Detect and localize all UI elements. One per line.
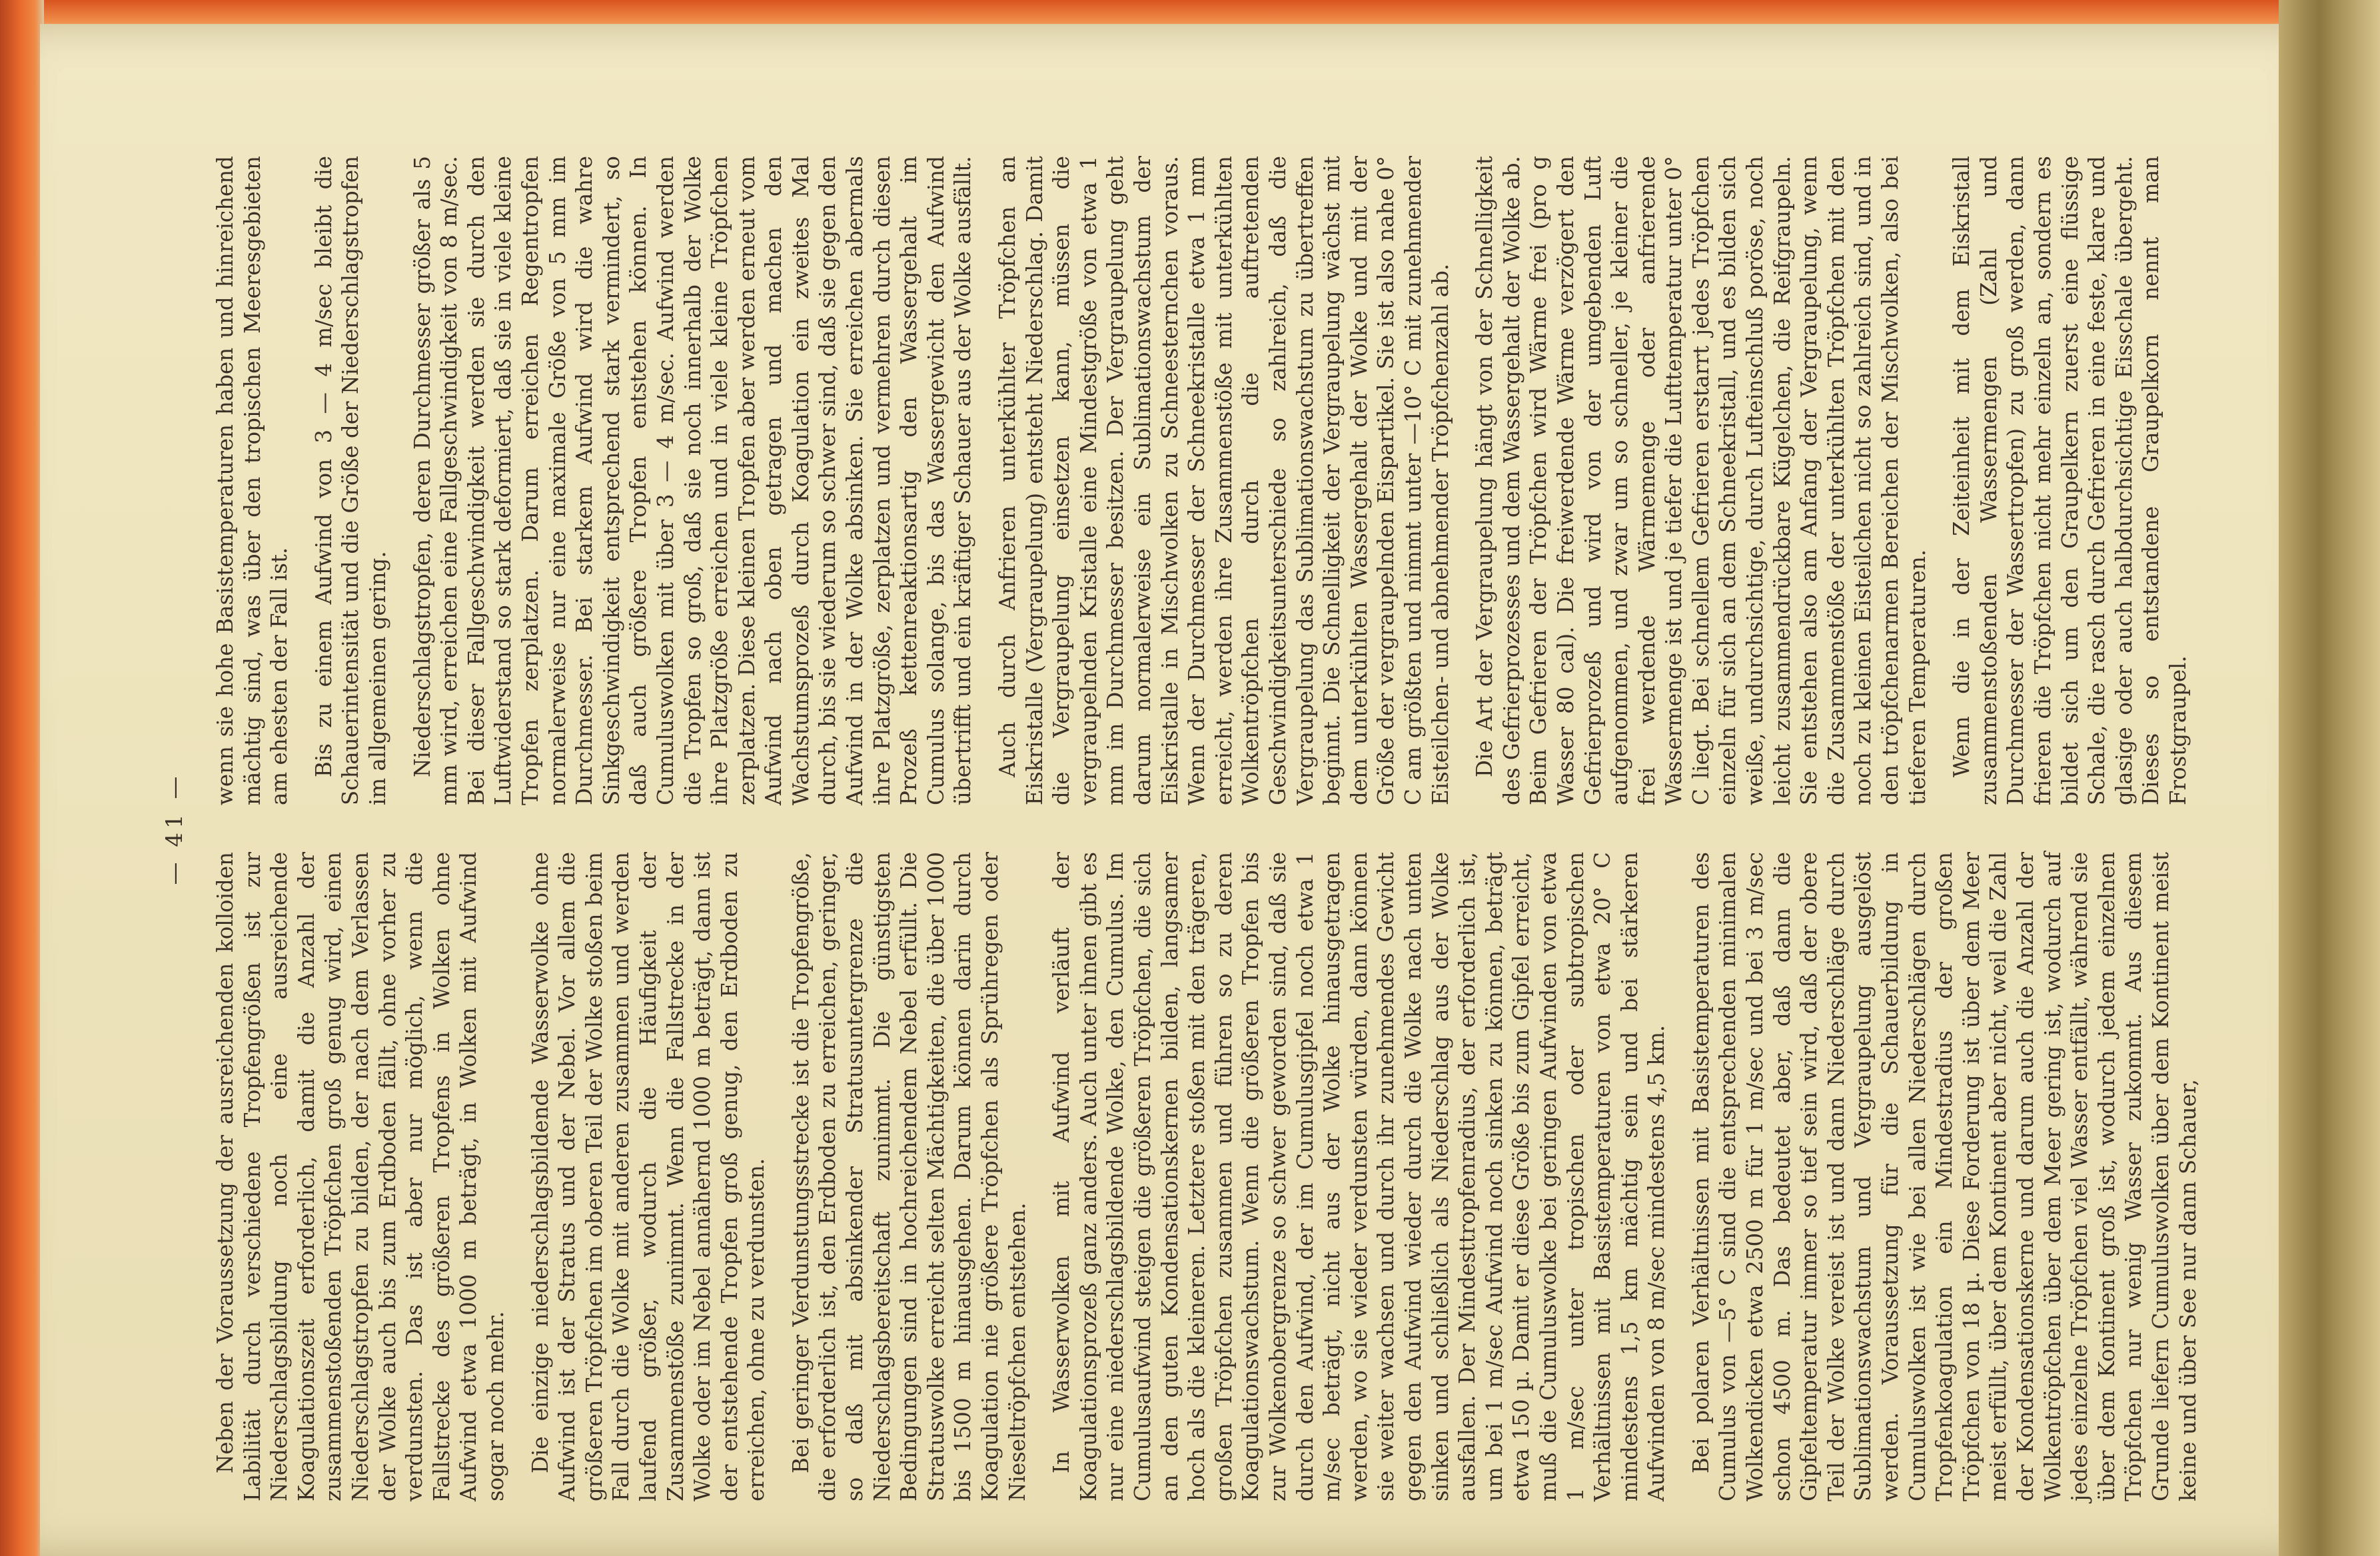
paragraph: Bei polaren Verhältnissen mit Basistemperaturen des Cumulus von —5° C sind die entsprechenden minimalen Wolkendicken etwa 2500 m für 1 m/sec und bei 3 m/sec schon 4500 m. Das bedeutet aber, daß dann die Gipfeltemperatur immer so tief sein wird, daß der obere Teil der Wolke vereist ist und dann Niederschläge durch Sublimationswachstum und Vergraupelung ausgelöst werden. Voraussetzung für die Schauerbildung in Cumuluswolken ist wie bei allen Niederschlägen durch Tropfenkoagulation ein Mindestradius der großen Tröpfchen von 18 µ. Diese Forderung ist über dem Meer meist erfüllt, über dem Kontinent aber nicht, weil die Zahl der Kondensationskerne und darum auch die Anzahl der Wolkentröpfchen über dem Meer gering ist, wodurch auf jedes einzelne Tröpfchen viel Wasser entfällt, während sie über dem Kontinent groß ist, wodurch jedem einzelnen Tröpfchen nur wenig Wasser zukommt. Aus diesem Grunde liefern Cumuluswolken über dem Kontinent meist keine und über See nur dann Schauer, [1688,852,2201,1501]
paragraph: Bis zu einem Aufwind von 3 — 4 m/sec bleibt die Schauerintensität und die Größe der Niederschlagstropfen im allgemeinen gering. [310,156,390,805]
paragraph: Auch durch Anfrieren unterkühlter Tröpfchen an Eiskristalle (Vergraupelung) entsteht Niederschlag. Damit die Vergraupelung einsetzen kann, müssen die vergraupelnden Kristalle eine Mindestgröße von etwa 1 mm im Durchmesser besitzen. Der Vergraupelung geht darum normalerweise ein Sublimationswachstum der Eiskristalle in Mischwolken zu Schneesternchen voraus. Wenn der Durchmesser der Schneekristalle etwa 1 mm erreicht, werden ihre Zusammenstöße mit unterkühlten Wolkentröpfchen durch die auftretenden Geschwindigkeitsunterschiede so zahlreich, daß die Vergraupelung das Sublimationswachstum zu übertreffen beginnt. Die Schnelligkeit der Vergraupelung wächst mit dem unterkühlten Wassergehalt der Wolke und mit der Größe der vergraupelnden Eispartikel. Sie ist also nahe 0° C am größten und nimmt unter —10° C mit zunehmender Eisteilchen- und abnehmender Tröpfchenzahl ab. [995,156,1453,805]
book-gutter [2279,0,2380,1556]
paragraph: Niederschlagstropfen, deren Durchmesser größer als 5 mm wird, erreichen eine Fallgeschwindigkeit von 8 m/sec. Bei dieser Fallgeschwindigkeit werden sie durch den Luftwiderstand so stark deformiert, daß sie in viele kleine Tropfen zerplatzen. Darum erreichen Regentropfen normalerweise nur eine maximale Größe von 5 mm im Durchmesser. Bei starkem Aufwind wird die wahre Sinkgeschwindigkeit entsprechend stark vermindert, so daß auch größere Tropfen entstehen können. In Cumuluswolken mit über 3 — 4 m/sec. Aufwind werden die Tropfen so groß, daß sie noch innerhalb der Wolke ihre Platzgröße erreichen und in viele kleine Tröpfchen zerplatzen. Diese kleinen Tropfen aber werden erneut vom Aufwind nach oben getragen und machen den Wachstumsprozeß durch Koagulation ein zweites Mal durch, bis sie wiederum so schwer sind, daß sie gegen den Aufwind in der Wolke absinken. Sie erreichen abermals ihre Platzgröße, zerplatzen und vermehren durch diesen Prozeß kettenreaktionsartig den Wassergehalt im Cumulus solange, bis das Wassergewicht den Aufwind übertrifft und ein kräftiger Schauer aus der Wolke ausfällt. [409,156,976,805]
rotated-text-block [155,156,2201,1501]
paragraph: wenn sie hohe Basistemperaturen haben und hinreichend mächtig sind, was über den tropischen Meeresgebieten am ehesten der Fall ist. [213,156,293,805]
page-number: — 41 — [161,772,188,885]
text-column-right [212,156,2191,805]
paragraph: Bei geringer Verdunstungsstrecke ist die Tropfengröße, die erforderlich ist, den Erdboden zu erreichen, geringer, so daß mit absinkender Stratusuntergrenze die Niederschlagsbereitschaft zunimmt. Die günstigsten Bedingungen sind in hochreichendem Nebel erfüllt. Die Stratuswolke erreicht selten Mächtigkeiten, die über 1000 bis 1500 m hinausgehen. Darum können darin durch Koagulation nie größere Tröpfchen als Sprühregen oder Nieseltröpfchen entstehen. [788,852,1030,1501]
paragraph: Neben der Voraussetzung der ausreichenden kolloiden Labilität durch verschiedene Tropfengrößen ist zur Niederschlagsbildung noch eine ausreichende Koagulationszeit erforderlich, damit die Anzahl der zusammenstoßenden Tröpfchen groß genug wird, einen Niederschlagstropfen zu bilden, der nach dem Verlassen der Wolke auch bis zum Erdboden fällt, ohne vorher zu verdunsten. Das ist aber nur möglich, wenn die Fallstrecke des größeren Tropfens in Wolken ohne Aufwind etwa 1000 m beträgt, in Wolken mit Aufwind sogar noch mehr. [213,852,508,1501]
paragraph: Wenn die in der Zeiteinheit mit dem Eiskristall zusammenstoßenden Wassermengen (Zahl und Durchmesser der Wassertropfen) zu groß werden, dann frieren die Tröpfchen nicht mehr einzeln an, sondern es bildet sich um den Graupelkern zuerst eine flüssige Schale, die rasch durch Gefrieren in eine feste, klare und glasige oder auch halbdurchsichtige Eisschale übergeht. Dieses so entstandene Graupelkorn nennt man Frostgraupel. [1949,156,2191,805]
book-cover-edge-left [0,0,44,1556]
paragraph: Die einzige niederschlagsbildende Wasserwolke ohne Aufwind ist der Stratus und der Nebel. Vor allem die größeren Tröpfchen im oberen Teil der Wolke stoßen beim Fall durch die Wolke mit anderen zusammen und werden laufend größer, wodurch die Häufigkeit der Zusammenstöße zunimmt. Wenn die Fallstrecke in der Wolke oder im Nebel annähernd 1000 m beträgt, dann ist der entstehende Tropfen groß genug, den Erdboden zu erreichen, ohne zu verdunsten. [527,852,770,1501]
paragraph: Die Art der Vergraupelung hängt von der Schnelligkeit des Gefrierprozesses und dem Wassergehalt der Wolke ab. Beim Gefrieren der Tröpfchen wird Wärme frei (pro g Wasser 80 cal). Die freiwerdende Wärme verzögert den Gefrierprozeß und wird von der umgebenden Luft aufgenommen, und zwar um so schneller, je kleiner die frei werdende Wärmemenge oder anfrierende Wassermenge ist und je tiefer die Lufttemperatur unter 0° C liegt. Bei schnellem Gefrieren erstarrt jedes Tröpfchen einzeln für sich an dem Schneekristall, und es bilden sich weiße, undurchsichtige, durch Lufteinschluß poröse, noch leicht zusammendrückbare Kügelchen, die Reifgraupeln. Sie entstehen also am Anfang der Vergraupelung, wenn die Zusammenstöße der unterkühlten Tröpfchen mit den noch zu kleinen Eisteilchen nicht so zahlreich sind, und in den tröpfchenarmen Bereichen der Mischwolken, also bei tieferen Temperaturen. [1472,156,1930,805]
paragraph: In Wasserwolken mit Aufwind verläuft der Koagulationsprozeß ganz anders. Auch unter ihnen gibt es nur eine niederschlagsbildende Wolke, den Cumulus. Im Cumulusaufwind steigen die größeren Tröpfchen, die sich an den guten Kondensationskernen bilden, langsamer hoch als die kleineren. Letztere stoßen mit den trägeren, großen Tröpfchen zusammen und führen so zu deren Koagulationswachstum. Wenn die größeren Tropfen bis zur Wolkenobergrenze so schwer geworden sind, daß sie durch den Aufwind, der im Cumulusgipfel noch etwa 1 m/sec beträgt, nicht aus der Wolke hinausgetragen werden, wo sie wieder verdunsten würden, dann können sie weiter wachsen und durch ihr zunehmendes Gewicht gegen den Aufwind wieder durch die Wolke nach unten sinken und schließlich als Niederschlag aus der Wolke ausfallen. Der Mindesttropfenradius, der erforderlich ist, um bei 1 m/sec Aufwind noch sinken zu können, beträgt etwa 150 µ. Damit er diese Größe bis zum Gipfel erreicht, muß die Cumuluswolke bei geringen Aufwinden von etwa 1 m/sec unter tropischen oder subtropischen Verhältnissen mit Basistemperaturen von etwa 20° C mindestens 1,5 km mächtig sein und bei stärkeren Aufwinden von 8 m/sec mindestens 4,5 km. [1049,852,1670,1501]
text-column-left [212,852,2201,1501]
